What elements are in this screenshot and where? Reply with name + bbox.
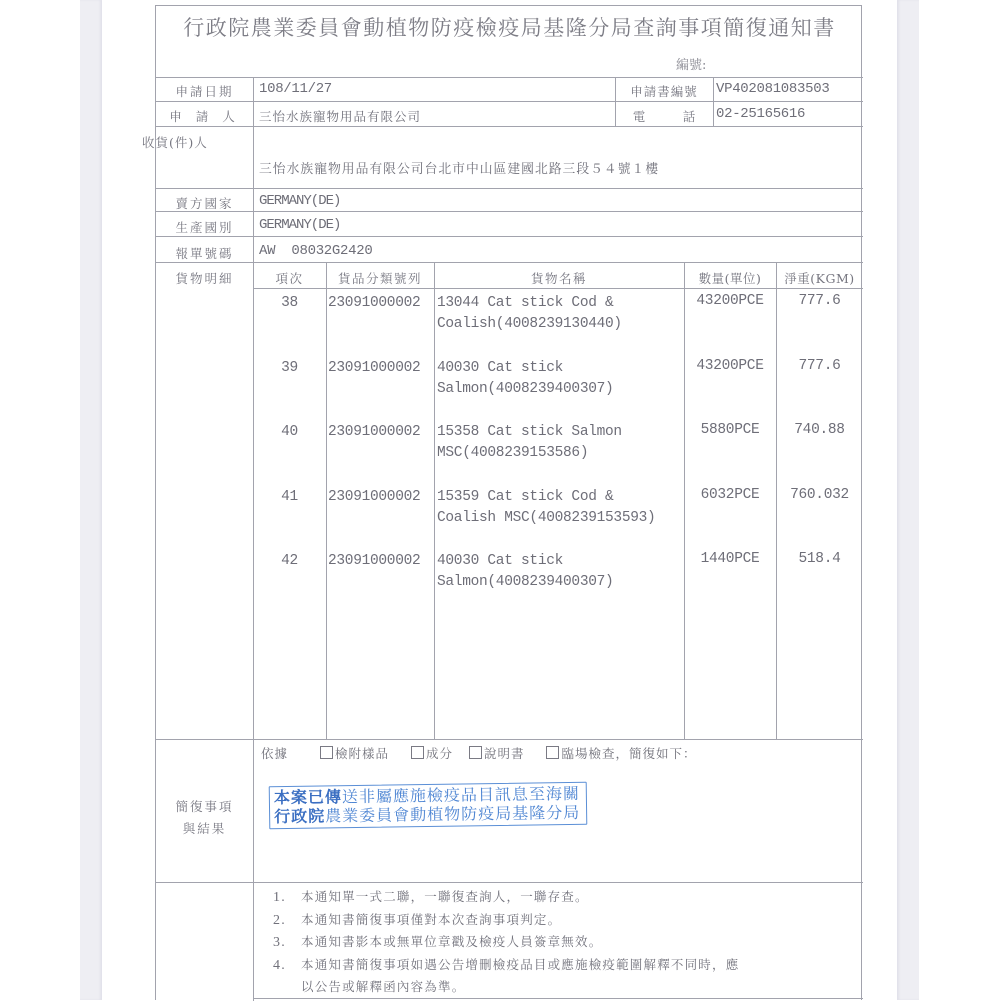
quantity: 43200PCE: [696, 293, 764, 309]
checkbox-icon[interactable]: [546, 746, 559, 759]
col-header-hs-code: 貨品分類號列: [337, 271, 422, 286]
consignee-label: 收貨(件)人: [142, 135, 208, 150]
page-edge-left: [80, 0, 102, 1000]
goods-detail-label: 貨物明細: [175, 271, 234, 286]
col-header-goods-name: 貨物名稱: [530, 271, 587, 286]
goods-name-line1: 15358 Cat stick Salmon: [437, 424, 622, 440]
net-weight: 777.6: [798, 293, 841, 309]
applicant-value: 三怡水族寵物用品有限公司: [259, 109, 422, 124]
hs-code: 23091000002: [328, 295, 421, 311]
goods-name-line2: MSC(4008239153586): [437, 445, 589, 461]
hs-code: 23091000002: [328, 424, 421, 440]
item-no: 40: [281, 424, 298, 440]
divider: [253, 288, 863, 289]
goods-name-line1: 13044 Cat stick Cod &: [437, 295, 614, 311]
result-section-label: [156, 796, 253, 840]
page-edge-right: [897, 0, 919, 1000]
divider: [156, 236, 863, 237]
quantity: 5880PCE: [700, 422, 760, 438]
hs-code: 23091000002: [328, 553, 421, 569]
item-no: 38: [281, 295, 298, 311]
stamp-line2: 行政院農業委員會動植物防疫局基隆分局: [274, 802, 581, 827]
checkbox-onsite-inspection[interactable]: 臨場檢查，簡復如下：: [546, 746, 696, 761]
divider: [156, 262, 863, 263]
divider: [156, 77, 863, 78]
basis-label: 依據: [261, 746, 289, 761]
divider: [156, 211, 863, 212]
quantity: 43200PCE: [696, 358, 764, 374]
net-weight: 760.032: [790, 487, 849, 503]
item-no: 39: [281, 360, 298, 376]
applicant-label: 申 請 人: [169, 109, 240, 124]
checkbox-attached-sample[interactable]: 檢附樣品: [320, 746, 389, 761]
origin-country-value: GERMANY(DE): [259, 217, 341, 233]
quarantine-stamp: [269, 782, 588, 829]
notes-list: [273, 886, 863, 998]
application-date-label: 申請日期: [175, 84, 234, 99]
checkbox-icon[interactable]: [320, 746, 333, 759]
divider: [253, 77, 254, 1001]
divider: [434, 262, 435, 739]
note-item: 4. 本通知書簡復事項如遇公告增刪檢疫品目或應施檢疫範圍解釋不同時，應: [273, 956, 740, 973]
note-item: 3. 本通知書影本或無單位章戳及檢疫人員簽章無效。: [273, 934, 603, 950]
goods-name-line2: Coalish(4008239130440): [437, 316, 622, 332]
serial-number-label: 編號:: [676, 58, 707, 73]
checkbox-ingredients[interactable]: 成分: [411, 746, 453, 761]
divider: [156, 882, 863, 883]
declaration-number-value: AW 08032G2420: [259, 243, 373, 259]
col-header-item-no: 項次: [275, 271, 304, 286]
divider: [326, 262, 327, 739]
hs-code: 23091000002: [328, 360, 421, 376]
divider: [156, 101, 863, 102]
phone-label: 電 話: [632, 109, 696, 124]
result-label-line2: 與結果: [182, 821, 227, 836]
application-date-value: 108/11/27: [259, 81, 332, 97]
checkbox-manual[interactable]: 說明書: [469, 746, 525, 761]
item-no: 41: [281, 489, 298, 505]
item-no: 42: [281, 553, 298, 569]
basis-row: [261, 744, 696, 762]
goods-name-line2: Salmon(4008239400307): [437, 574, 614, 590]
stamp-line1: 本案已傳送非屬應施檢疫品目訊息至海關: [273, 783, 581, 808]
divider: [156, 739, 863, 740]
goods-name-line1: 40030 Cat stick: [437, 360, 564, 376]
goods-name-line1: 15359 Cat stick Cod &: [437, 489, 614, 505]
col-header-net-weight: 淨重(KGM): [784, 271, 855, 286]
col-header-quantity: 數量(單位): [698, 271, 762, 286]
seller-country-label: 賣方國家: [175, 196, 234, 211]
note-item: 2. 本通知書簡復事項僅對本次查詢事項判定。: [273, 911, 562, 928]
declaration-number-label: 報單號碼: [175, 246, 234, 261]
divider: [253, 998, 863, 999]
net-weight: 518.4: [798, 551, 841, 567]
seller-country-value: GERMANY(DE): [259, 193, 341, 209]
application-number-label: 申請書編號: [630, 84, 698, 99]
goods-name-line1: 40030 Cat stick: [437, 553, 564, 569]
quantity: 1440PCE: [700, 551, 760, 567]
divider: [713, 77, 714, 126]
goods-name-line2: Salmon(4008239400307): [437, 381, 614, 397]
net-weight: 740.88: [794, 422, 845, 438]
goods-name-line2: Coalish MSC(4008239153593): [437, 510, 656, 526]
checkbox-icon[interactable]: [411, 746, 424, 759]
divider: [156, 188, 863, 189]
document-title: 行政院農業委員會動植物防疫檢疫局基隆分局查詢事項簡復通知書: [183, 16, 836, 40]
result-label-line1: 簡復事項: [175, 799, 234, 814]
application-number-value: VP402081083503: [716, 81, 830, 97]
note-item-continuation: 以公告或解釋函內容為準。: [301, 979, 466, 994]
checkbox-icon[interactable]: [469, 746, 482, 759]
phone-value: 02-25165616: [716, 106, 806, 122]
quantity: 6032PCE: [700, 487, 760, 503]
net-weight: 777.6: [798, 358, 841, 374]
origin-country-label: 生產國別: [175, 220, 234, 235]
hs-code: 23091000002: [328, 489, 421, 505]
note-item: 1. 本通知單一式二聯，一聯復查詢人，一聯存查。: [273, 889, 589, 905]
divider: [156, 126, 863, 127]
inquiry-reply-notice-form: [142, 5, 862, 1000]
consignee-value: 三怡水族寵物用品有限公司台北市中山區建國北路三段５４號１樓: [259, 162, 660, 177]
